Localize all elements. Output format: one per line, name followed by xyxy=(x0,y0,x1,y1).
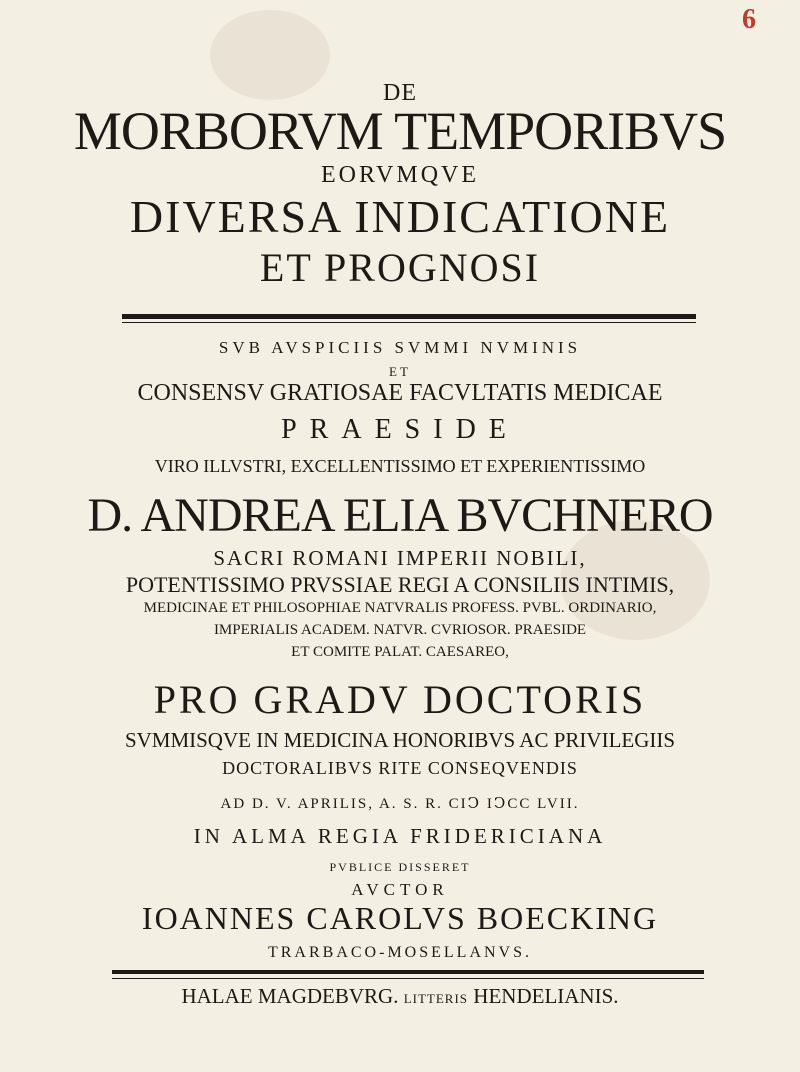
auspices-et: ET xyxy=(389,364,411,379)
praeside-title5: ET COMITE PALAT. CAESAREO, xyxy=(291,644,509,660)
imprint-litteris: LITTERIS xyxy=(403,991,469,1006)
page-number: 6 xyxy=(742,4,756,35)
gradus-line2: SVMMISQVE IN MEDICINA HONORIBVS AC PRIVILEGIIS xyxy=(124,728,676,752)
disserit-line: PVBLICE DISSERET xyxy=(329,860,471,874)
thick-rule xyxy=(122,314,696,319)
imprint-printer: HENDELIANIS. xyxy=(473,984,619,1008)
title-morborvm: MORBORVM TEMPORIBVS xyxy=(73,101,727,161)
auspices-line2: CONSENSV GRATIOSAE FACVLTATIS MEDICAE xyxy=(137,380,663,406)
bottom-thin-rule xyxy=(112,978,704,979)
thin-rule xyxy=(122,322,696,323)
bottom-thick-rule xyxy=(112,970,704,974)
praeside-viro: VIRO ILLVSTRI, EXCELLENTISSIMO ET EXPERIENTISSIMO xyxy=(154,456,646,476)
praeside-title3: MEDICINAE ET PHILOSOPHIAE NATVRALIS PROFESS. PVBL. ORDINARIO, xyxy=(143,600,657,616)
date-line: AD D. V. APRILIS, A. S. R. CIↃ IↃCC LVII. xyxy=(220,796,580,812)
gradus-line3: DOCTORALIBVS RITE CONSEQVENDIS xyxy=(222,758,578,778)
title-prognosi: ET PROGNOSI xyxy=(259,245,541,290)
auspices-line1: SVB AVSPICIIS SVMMI NVMINIS xyxy=(218,338,582,357)
author-name: IOANNES CAROLVS BOECKING xyxy=(141,900,659,936)
author-origin: TRARBACO-MOSELLANVS. xyxy=(267,944,532,961)
praeside-title1: SACRI ROMANI IMPERII NOBILI, xyxy=(213,546,587,570)
gradus-line1: PRO GRADV DOCTORIS xyxy=(153,677,647,722)
imprint xyxy=(0,984,800,1009)
title-diversa: DIVERSA INDICATIONE xyxy=(129,191,671,242)
imprint-place: HALAE MAGDEBVRG. xyxy=(181,984,399,1008)
title-de: DE xyxy=(383,80,417,106)
venue-line: IN ALMA REGIA FRIDERICIANA xyxy=(193,824,607,848)
praeside-title4: IMPERIALIS ACADEM. NATVR. CVRIOSOR. PRAESIDE xyxy=(213,622,587,638)
praeside-name: D. ANDREA ELIA BVCHNERO xyxy=(87,489,713,542)
praeside-title2: POTENTISSIMO PRVSSIAE REGI A CONSILIIS INTIMIS, xyxy=(125,572,675,597)
praeside-label: PRAESIDE xyxy=(281,414,519,445)
auctor-label: AVCTOR xyxy=(351,880,449,899)
title-eorvmqve: EORVMQVE xyxy=(320,162,480,188)
